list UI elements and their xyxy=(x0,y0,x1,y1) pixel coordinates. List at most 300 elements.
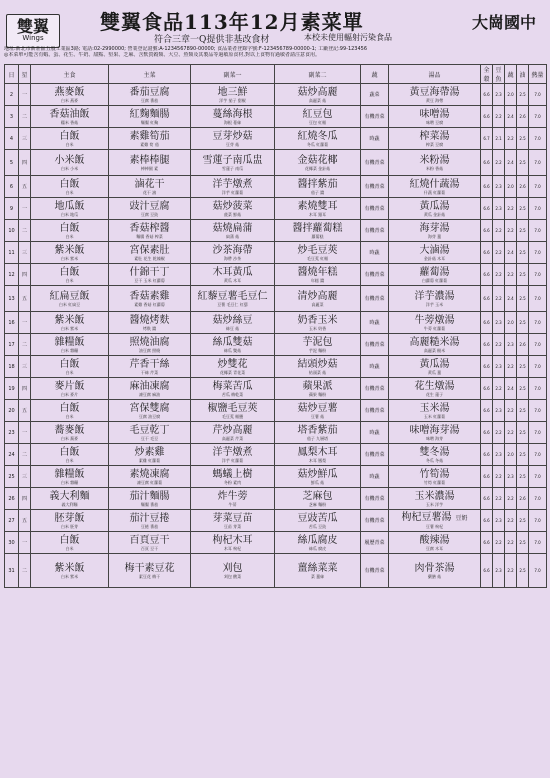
veg-cell: 有機青菜 xyxy=(361,510,389,532)
staple-cell-name: 白飯 xyxy=(59,266,80,278)
nutrition-oil: 2.5 xyxy=(517,466,529,488)
nutrition-oil: 2.5 xyxy=(517,532,529,554)
date-cell: 2 xyxy=(5,84,19,106)
side-dish2-cell-ingredients: 結頭菜 菇 xyxy=(308,369,327,375)
soup-cell-ingredients: 洋芋 玉米 xyxy=(425,301,444,307)
col-side1: 副菜一 xyxy=(191,65,275,84)
side-dish2-cell-ingredients: 冬瓜 紅蘿蔔 xyxy=(306,141,329,147)
side-dish2-cell-name: 塔香紫茄 xyxy=(297,424,338,436)
nutrition-vegserv: 2.2 xyxy=(505,554,517,588)
soup-cell-ingredients: 海芽 薑 xyxy=(427,233,442,239)
main-dish-cell-name: 番茄豆腐 xyxy=(129,86,170,98)
veg-cell: 有機青菜 xyxy=(361,150,389,176)
side-dish2-cell xyxy=(275,422,361,444)
staple-cell xyxy=(31,444,109,466)
soup-cell-ingredients: 豆薯 枸杞 xyxy=(425,524,444,529)
soup-cell-name: 榨菜湯 xyxy=(419,130,450,142)
nutrition-kcal: 7.0 xyxy=(529,422,547,444)
side-dish1-cell-ingredients: 黃瓜 木耳 xyxy=(223,277,242,283)
date-cell: 19 xyxy=(5,378,19,400)
side-dish1-cell xyxy=(191,176,275,198)
side-dish2-cell xyxy=(275,176,361,198)
veg-cell: 時蔬 xyxy=(361,242,389,264)
date-cell: 27 xyxy=(5,510,19,532)
nutrition-protein: 2.2 xyxy=(493,264,505,286)
side-dish1-cell-ingredients: 雪蓮子 南瓜 xyxy=(221,165,244,171)
staple-cell xyxy=(31,334,109,356)
side-dish2-cell-name: 金菇花椰 xyxy=(297,154,338,166)
nutrition-kcal: 7.0 xyxy=(529,264,547,286)
date-cell: 10 xyxy=(5,220,19,242)
staple-cell-ingredients: 白米 燕麥 xyxy=(60,97,79,103)
soup-cell xyxy=(389,466,481,488)
side-dish1-cell-name: 螞蟻上樹 xyxy=(212,468,253,480)
day-cell: 一 xyxy=(19,84,31,106)
side-dish1-cell-ingredients: 洋芋 紅蘿蔔 xyxy=(221,457,244,463)
nutrition-kcal: 7.0 xyxy=(529,84,547,106)
main-dish-cell-name: 照燒油腐 xyxy=(129,336,170,348)
staple-cell-name: 紅扁豆飯 xyxy=(49,290,90,302)
nutrition-kcal: 7.0 xyxy=(529,554,547,588)
nutrition-protein: 2.3 xyxy=(493,510,505,532)
nutrition-protein: 2.3 xyxy=(493,84,505,106)
side-dish2-cell xyxy=(275,312,361,334)
veg-cell: 時蔬 xyxy=(361,422,389,444)
nutrition-protein: 2.3 xyxy=(493,198,505,220)
day-cell: 三 xyxy=(19,356,31,378)
nutrition-grain: 6.6 xyxy=(481,488,493,510)
side-dish1-cell xyxy=(191,106,275,128)
main-dish-cell-ingredients: 百頁 豆干 xyxy=(140,545,159,551)
soup-cell xyxy=(389,264,481,286)
nutrition-oil: 2.6 xyxy=(517,176,529,198)
day-cell: 三 xyxy=(19,242,31,264)
main-dish-cell-ingredients: 素肚 花生 乾辣椒 xyxy=(134,255,165,261)
menu-header xyxy=(4,4,546,64)
staple-cell-ingredients: 白米 xyxy=(65,545,74,551)
side-dish1-cell xyxy=(191,444,275,466)
table-row xyxy=(5,242,547,264)
soup-cell-ingredients: 金針菇 木耳 xyxy=(423,255,446,261)
staple-cell-name: 紫米飯 xyxy=(54,314,85,326)
table-header-row xyxy=(5,65,547,84)
side-dish2-cell xyxy=(275,198,361,220)
soup-cell-name: 高麗糙米湯 xyxy=(409,336,460,348)
date-cell: 18 xyxy=(5,356,19,378)
side-dish1-cell-name: 蔓絲海根 xyxy=(212,108,253,120)
subtitle: 符合三章一Q提供非基改食材 xyxy=(154,35,270,45)
table-row xyxy=(5,444,547,466)
staple-cell xyxy=(31,220,109,242)
main-dish-cell xyxy=(109,334,191,356)
nutrition-vegserv: 2.2 xyxy=(505,198,517,220)
main-dish-cell xyxy=(109,510,191,532)
main-dish-cell-ingredients: 豆腐 豆豉 xyxy=(140,211,159,217)
main-dish-cell-ingredients: 凍豆腐 麻油 xyxy=(138,391,161,397)
main-dish-cell-name: 茄汁豆捲 xyxy=(129,512,170,524)
main-dish-cell-name: 滷花干 xyxy=(134,178,165,190)
staple-cell-name: 香菇油飯 xyxy=(49,108,90,120)
soup-cell-ingredients: 什蔬 紅蘿蔔 xyxy=(423,189,446,195)
nutrition-vegserv: 2.2 xyxy=(505,264,517,286)
main-dish-cell-ingredients: 素雞 紅蘿蔔 xyxy=(138,457,161,463)
main-dish-cell-ingredients: 干絲 芹菜 xyxy=(140,369,159,375)
date-cell: 12 xyxy=(5,264,19,286)
main-dish-cell-ingredients: 油豆腐 照燒 xyxy=(138,347,161,353)
soup-cell-ingredients: 高麗菜 糙米 xyxy=(423,347,446,353)
staple-cell-name: 白飯 xyxy=(59,178,80,190)
soup-cell xyxy=(389,444,481,466)
side-dish1-cell-ingredients: 冬粉 素肉 xyxy=(223,479,242,485)
extra-item: 豆奶 xyxy=(455,515,468,522)
side-dish2-cell-ingredients: 毛豆莢 紅椒 xyxy=(306,255,329,261)
veg-cell: 有機青菜 xyxy=(361,334,389,356)
nutrition-oil: 2.5 xyxy=(517,286,529,312)
staple-cell-name: 白飯 xyxy=(59,358,80,370)
soup-cell-ingredients: 榨菜 豆腐 xyxy=(425,141,444,147)
side-dish2-cell-ingredients: 玉米 奶香 xyxy=(308,325,327,331)
nutrition-vegserv: 2.4 xyxy=(505,106,517,128)
soup-cell-name: 蘿蔔湯 xyxy=(419,266,450,278)
staple-cell-ingredients: 白米 紅扁豆 xyxy=(58,301,81,307)
main-dish-cell-name: 芹香干絲 xyxy=(129,358,170,370)
soup-cell-ingredients: 味噌 海芽 xyxy=(425,435,444,441)
main-dish-cell-name: 宮保素肚 xyxy=(129,244,170,256)
main-dish-cell-name: 紅麴麵腸 xyxy=(129,108,170,120)
nutrition-kcal: 7.0 xyxy=(529,106,547,128)
nutrition-protein: 2.2 xyxy=(493,532,505,554)
main-dish-cell-name: 香菇素雞 xyxy=(129,290,170,302)
soup-cell-name: 黃瓜湯 xyxy=(419,358,450,370)
side-dish1-cell-name: 絲瓜雙菇 xyxy=(212,336,253,348)
nutrition-kcal: 7.0 xyxy=(529,378,547,400)
nutrition-vegserv: 2.2 xyxy=(505,510,517,532)
day-cell: 五 xyxy=(19,510,31,532)
staple-cell-name: 白飯 xyxy=(59,130,80,142)
staple-cell-name: 雜糧飯 xyxy=(54,468,85,480)
date-cell: 11 xyxy=(5,242,19,264)
nutrition-protein: 2.3 xyxy=(493,554,505,588)
nutrition-kcal: 7.0 xyxy=(529,242,547,264)
side-dish2-cell-name: 醬拌蘿蔔糕 xyxy=(292,222,343,234)
table-row xyxy=(5,128,547,150)
soup-cell-name: 花生燉湯 xyxy=(414,380,455,392)
soup-cell xyxy=(389,176,481,198)
soup-cell-name: 玉米濃湯 xyxy=(414,490,455,502)
soup-cell-name: 味噌海芽湯 xyxy=(409,424,460,436)
staple-cell-ingredients: 白米 地瓜 xyxy=(60,211,79,217)
side-dish2-cell-ingredients: 芋泥 麵粉 xyxy=(308,347,327,353)
date-cell: 20 xyxy=(5,400,19,422)
main-dish-cell-name: 什錦干丁 xyxy=(129,266,170,278)
main-dish-cell-ingredients: 烤麩 醬 xyxy=(142,325,157,331)
side-dish1-cell xyxy=(191,510,275,532)
staple-cell xyxy=(31,286,109,312)
nutrition-oil: 2.5 xyxy=(517,510,529,532)
date-cell: 17 xyxy=(5,334,19,356)
side-dish2-cell-name: 菇炒高麗 xyxy=(297,86,338,98)
side-dish2-cell-ingredients: 蘋果 麵粉 xyxy=(308,391,327,397)
side-dish1-cell-name: 梅菜苦瓜 xyxy=(212,380,253,392)
main-dish-cell-ingredients: 麵腸 番茄 xyxy=(140,501,159,507)
staple-cell-name: 紫米飯 xyxy=(54,244,85,256)
side-dish1-cell-name: 菇炒絲豆 xyxy=(212,314,253,326)
soup-cell-ingredients: 黃瓜 金針菇 xyxy=(423,211,446,217)
side-dish1-cell-name: 雪蓮子南瓜盅 xyxy=(202,154,263,166)
day-cell: 二 xyxy=(19,106,31,128)
soup-cell-name: 枸杞豆薯湯 xyxy=(401,512,452,523)
day-cell: 一 xyxy=(19,422,31,444)
staple-cell xyxy=(31,400,109,422)
nutrition-protein: 2.2 xyxy=(493,488,505,510)
soup-cell-name: 洋芋濃湯 xyxy=(414,290,455,302)
side-dish2-cell-ingredients: 芝麻 麵粉 xyxy=(308,501,327,507)
side-dish2-cell-name: 素燒雙耳 xyxy=(297,200,338,212)
nutrition-grain: 6.6 xyxy=(481,444,493,466)
side-dish1-cell-ingredients: 豆薯 毛豆仁 紅藜 xyxy=(217,301,248,307)
side-dish1-cell-name: 芽菜豆苗 xyxy=(212,512,253,524)
nutrition-protein: 2.1 xyxy=(493,128,505,150)
main-dish-cell xyxy=(109,356,191,378)
staple-cell-ingredients: 白米 胚芽 xyxy=(60,523,79,529)
day-cell: 二 xyxy=(19,554,31,588)
staple-cell xyxy=(31,466,109,488)
table-row xyxy=(5,466,547,488)
day-cell: 二 xyxy=(19,444,31,466)
soup-cell-name: 黃豆海帶湯 xyxy=(409,86,460,98)
soup-cell xyxy=(389,312,481,334)
soup-cell-name: 紅燒什蔬湯 xyxy=(409,178,460,190)
nutrition-protein: 2.2 xyxy=(493,334,505,356)
side-dish1-cell-ingredients: 絲豆 菇 xyxy=(225,325,240,331)
staple-cell xyxy=(31,532,109,554)
table-row xyxy=(5,150,547,176)
side-dish1-cell-ingredients: 海根 蔓絲 xyxy=(223,119,242,125)
table-row xyxy=(5,106,547,128)
staple-cell xyxy=(31,488,109,510)
nutrition-grain: 6.7 xyxy=(481,128,493,150)
side-dish1-cell-ingredients: 絲瓜 雙菇 xyxy=(223,347,242,353)
soup-cell-name: 大滷湯 xyxy=(419,244,450,256)
soup-cell-name: 酸辣湯 xyxy=(419,534,450,546)
nutrition-grain: 6.6 xyxy=(481,264,493,286)
side-dish1-cell xyxy=(191,150,275,176)
nutrition-kcal: 7.0 xyxy=(529,400,547,422)
staple-cell xyxy=(31,312,109,334)
side-dish2-cell xyxy=(275,150,361,176)
staple-cell-ingredients: 白米 xyxy=(65,369,74,375)
main-dish-cell-name: 炒素雞 xyxy=(134,446,165,458)
side-dish1-cell-ingredients: 毛豆莢 椒鹽 xyxy=(221,413,244,419)
side-dish2-cell-name: 菇炒豆薯 xyxy=(297,402,338,414)
staple-cell-ingredients: 白米 xyxy=(65,189,74,195)
side-dish1-cell-ingredients: 苦瓜 梅乾菜 xyxy=(221,391,244,397)
nutrition-kcal: 7.0 xyxy=(529,356,547,378)
nutrition-protein: 2.3 xyxy=(493,356,505,378)
staple-cell-ingredients: 白米 雜糧 xyxy=(60,347,79,353)
staple-cell-ingredients: 白米 紫米 xyxy=(60,325,79,331)
side-dish1-cell-name: 豆芽炒菇 xyxy=(212,130,253,142)
main-dish-cell xyxy=(109,150,191,176)
nutrition-grain: 6.6 xyxy=(481,378,493,400)
soup-cell-ingredients: 玉米 紅蘿蔔 xyxy=(423,413,446,419)
side-dish2-cell-name: 絲瓜腐皮 xyxy=(297,534,338,546)
side-dish2-cell-ingredients: 木耳 銀耳 xyxy=(308,211,327,217)
nutrition-grain: 6.6 xyxy=(481,554,493,588)
soup-cell-name: 味噌湯 xyxy=(419,108,450,120)
soup-cell-ingredients: 花生 蓮子 xyxy=(425,391,444,397)
staple-cell-ingredients: 白米 xyxy=(65,457,74,463)
main-dish-cell xyxy=(109,378,191,400)
side-dish1-cell xyxy=(191,264,275,286)
side-dish1-cell-name: 沙茶海帶 xyxy=(212,244,253,256)
nutrition-protein: 2.2 xyxy=(493,242,505,264)
main-dish-cell-ingredients: 花干 滷 xyxy=(142,189,157,195)
day-cell: 二 xyxy=(19,220,31,242)
main-dish-cell-ingredients: 麵腸 香菇 榨菜 xyxy=(136,233,163,239)
staple-cell-name: 蕎麥飯 xyxy=(54,424,85,436)
side-dish2-cell-ingredients: 木耳 鳳梨 xyxy=(308,457,327,463)
side-dish2-cell-ingredients: 豆薯 菇 xyxy=(310,413,325,419)
soup-cell xyxy=(389,220,481,242)
side-dish2-cell-name: 紅燒冬瓜 xyxy=(297,130,338,142)
staple-cell-name: 燕麥飯 xyxy=(54,86,85,98)
day-cell: 三 xyxy=(19,466,31,488)
veg-cell: 有機青菜 xyxy=(361,176,389,198)
nutrition-oil: 2.6 xyxy=(517,106,529,128)
nutrition-vegserv: 2.2 xyxy=(505,220,517,242)
side-dish1-cell-name: 木耳黃瓜 xyxy=(212,266,253,278)
staple-cell xyxy=(31,198,109,220)
nutrition-grain: 6.6 xyxy=(481,312,493,334)
side-dish1-cell-ingredients: 牛蒡 xyxy=(228,501,237,507)
side-dish2-cell xyxy=(275,400,361,422)
soup-cell-ingredients: 米粉 香菇 xyxy=(425,165,444,171)
day-cell: 五 xyxy=(19,286,31,312)
main-dish-cell-name: 茄汁麵腸 xyxy=(129,490,170,502)
staple-cell-ingredients: 糯米 香菇 xyxy=(60,119,79,125)
staple-cell xyxy=(31,554,109,588)
nutrition-oil: 2.5 xyxy=(517,84,529,106)
table-row xyxy=(5,532,547,554)
side-dish2-cell-name: 薑絲菜菜 xyxy=(297,562,338,574)
nutrition-protein: 2.2 xyxy=(493,466,505,488)
side-dish2-cell xyxy=(275,488,361,510)
side-dish2-cell xyxy=(275,84,361,106)
side-dish1-cell xyxy=(191,84,275,106)
day-cell: 一 xyxy=(19,198,31,220)
side-dish1-cell-name: 芹炒高麗 xyxy=(212,424,253,436)
side-dish1-cell-name: 洋芋燉煮 xyxy=(212,178,253,190)
side-dish2-cell xyxy=(275,242,361,264)
main-dish-cell xyxy=(109,128,191,150)
nutrition-vegserv: 2.3 xyxy=(505,334,517,356)
nutrition-kcal: 7.0 xyxy=(529,312,547,334)
soup-cell-ingredients: 黃豆 海帶 xyxy=(425,97,444,103)
col-soup: 湯品 xyxy=(389,65,481,84)
side-dish1-cell-ingredients: 豆苗 芽菜 xyxy=(223,523,242,529)
side-dish2-cell xyxy=(275,128,361,150)
nutrition-protein: 2.2 xyxy=(493,286,505,312)
soup-cell xyxy=(389,334,481,356)
table-row xyxy=(5,198,547,220)
soup-cell xyxy=(389,532,481,554)
soup-cell xyxy=(389,378,481,400)
side-dish2-cell xyxy=(275,444,361,466)
side-dish2-cell-name: 蘋果派 xyxy=(302,380,333,392)
side-dish1-cell xyxy=(191,356,275,378)
nutrition-oil: 2.5 xyxy=(517,400,529,422)
date-cell: 13 xyxy=(5,286,19,312)
table-row xyxy=(5,264,547,286)
side-dish1-cell xyxy=(191,128,275,150)
nutrition-grain: 6.6 xyxy=(481,220,493,242)
soup-cell-ingredients: 牛蒡 紅蘿蔔 xyxy=(423,325,446,331)
main-dish-cell xyxy=(109,466,191,488)
nutrition-oil: 2.5 xyxy=(517,554,529,588)
staple-cell-name: 義大利麵 xyxy=(49,490,90,502)
veg-cell: 有機青菜 xyxy=(361,400,389,422)
date-cell: 23 xyxy=(5,422,19,444)
veg-cell: 有機青菜 xyxy=(361,488,389,510)
main-dish-cell-ingredients: 素豆花 梅干 xyxy=(138,573,161,579)
contact-line: 地址:新北市新莊區五股工業區3路; 電話:02-2990000; 營業登記證號:A-1234567890-00000; 食品業者登錄字號:F-123456789-00000-1; 工廠登記:99-123456 xyxy=(4,46,368,52)
soup-cell-ingredients: 竹筍 紅蘿蔔 xyxy=(423,479,446,485)
nutrition-kcal: 7.0 xyxy=(529,532,547,554)
nutrition-grain: 6.6 xyxy=(481,510,493,532)
side-dish1-cell xyxy=(191,532,275,554)
main-dish-cell-ingredients: 豆腐 番茄 xyxy=(140,97,159,103)
nutrition-vegserv: 2.4 xyxy=(505,242,517,264)
staple-cell-name: 白飯 xyxy=(59,222,80,234)
nutrition-kcal: 7.0 xyxy=(529,176,547,198)
table-row xyxy=(5,84,547,106)
nutrition-protein: 2.3 xyxy=(493,444,505,466)
allergen-line: ◎本菜單可能含有蝦、蛋、花生、牛奶、甜點、堅果、芝麻、含麩質穀類、大豆、魚類及其製品等過敏原食材,對以上食物有過敏者請注意食用。 xyxy=(4,52,320,58)
main-dish-cell xyxy=(109,312,191,334)
day-cell: 四 xyxy=(19,378,31,400)
side-dish1-cell xyxy=(191,220,275,242)
nutrition-vegserv: 2.4 xyxy=(505,150,517,176)
staple-cell xyxy=(31,356,109,378)
date-cell: 4 xyxy=(5,128,19,150)
table-row xyxy=(5,356,547,378)
nutrition-vegserv: 2.2 xyxy=(505,422,517,444)
soup-cell-name: 牛蒡燉湯 xyxy=(414,314,455,326)
page-title: 雙翼食品113年12月素菜單 xyxy=(100,10,364,34)
main-dish-cell-ingredients: 豆捲 番茄 xyxy=(140,523,159,529)
nutrition-grain: 6.6 xyxy=(481,422,493,444)
nutrition-protein: 2.2 xyxy=(493,422,505,444)
side-dish1-cell-name: 紅藜豆薯毛豆仁 xyxy=(197,290,268,302)
main-dish-cell-name: 麻油凍腐 xyxy=(129,380,170,392)
side-dish2-cell-ingredients: 絲瓜 腐皮 xyxy=(308,545,327,551)
side-dish1-cell xyxy=(191,334,275,356)
nutrition-grain: 6.6 xyxy=(481,150,493,176)
table-row xyxy=(5,220,547,242)
nutrition-vegserv: 2.2 xyxy=(505,488,517,510)
side-dish2-cell xyxy=(275,220,361,242)
side-dish2-cell-name: 醬燒年糕 xyxy=(297,266,338,278)
side-dish1-cell-name: 炸牛蒡 xyxy=(217,490,248,502)
nutrition-oil: 2.5 xyxy=(517,220,529,242)
side-dish1-cell-ingredients: 菠菜 鮮菇 xyxy=(223,211,242,217)
side-dish1-cell xyxy=(191,488,275,510)
side-dish2-cell xyxy=(275,264,361,286)
menu-sheet xyxy=(4,4,546,774)
veg-cell: 有機青菜 xyxy=(361,286,389,312)
side-dish2-cell-ingredients: 高麗菜 菇 xyxy=(308,97,327,103)
